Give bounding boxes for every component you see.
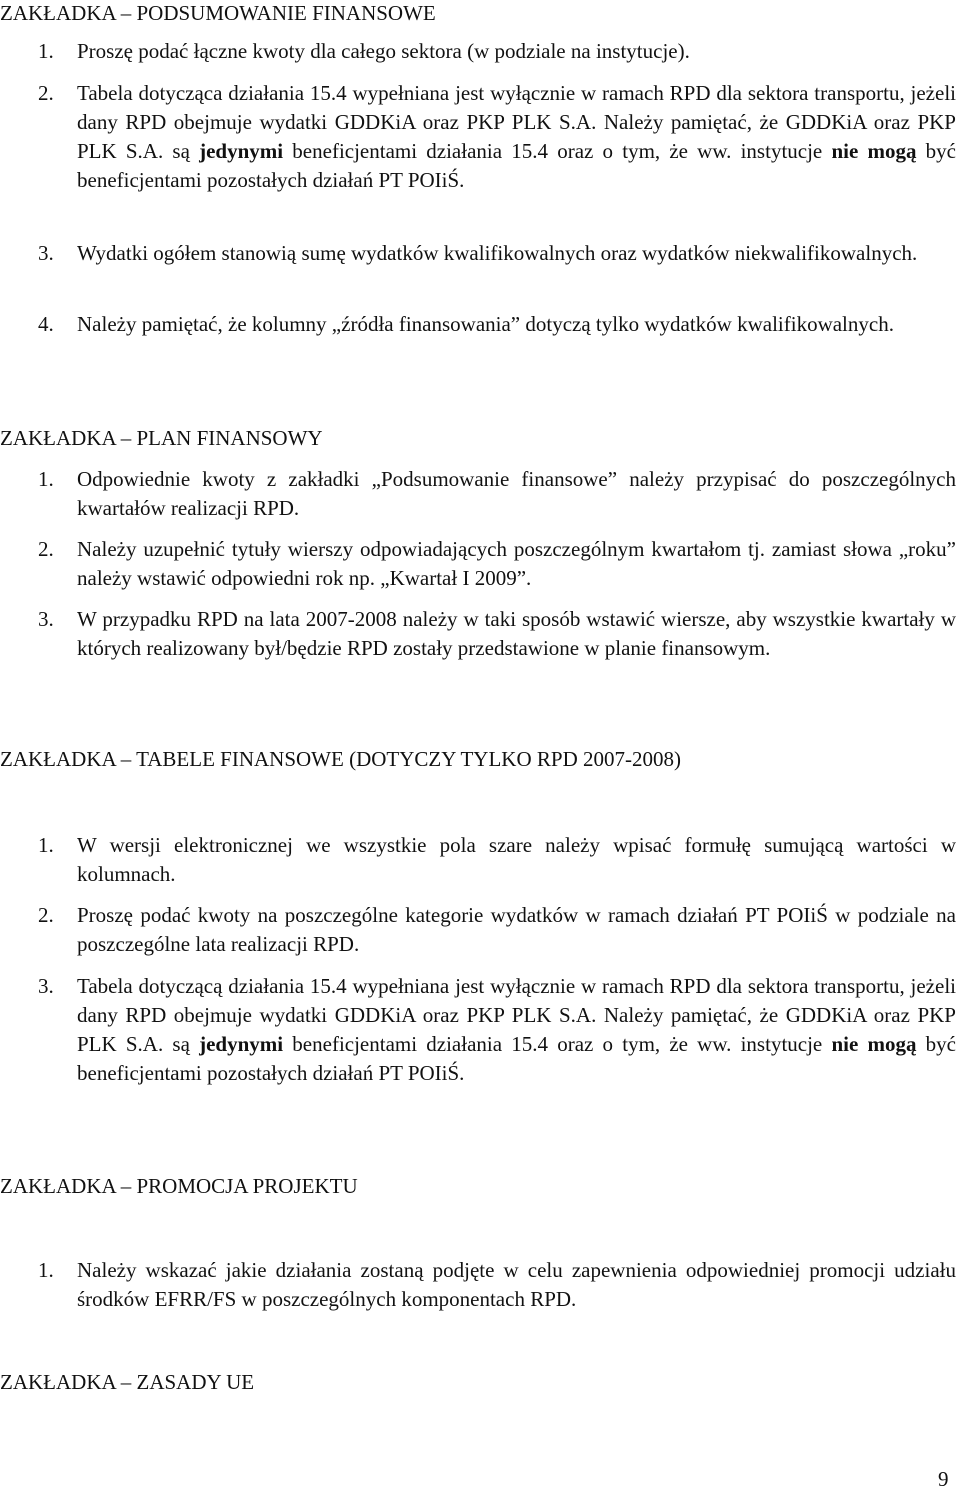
list-item <box>0 79 956 195</box>
item-number: 4. <box>38 312 54 336</box>
list-item <box>0 239 956 268</box>
list-item <box>0 535 956 593</box>
item-text: Proszę podać kwoty na poszczególne kategorie wydatków w ramach działań PT POIiŚ w podziale na poszczególne lata realizacji RPD. <box>77 903 956 956</box>
list-item <box>0 465 956 523</box>
item-number: 2. <box>38 81 54 105</box>
section-heading-promocja-projektu: ZAKŁADKA – PROMOCJA PROJEKTU <box>0 1174 358 1198</box>
emphasis-text: jedynymi <box>199 139 284 163</box>
section-heading-podsumowanie-finansowe: ZAKŁADKA – PODSUMOWANIE FINANSOWE <box>0 1 436 25</box>
item-text: W wersji elektronicznej we wszystkie pola szare należy wpisać formułę sumującą wartości w kolumnach. <box>77 833 956 886</box>
emphasis-text: jedynymi <box>199 1032 284 1056</box>
emphasis-text: nie mogą <box>831 139 917 163</box>
section-heading-tabele-finansowe: ZAKŁADKA – TABELE FINANSOWE (DOTYCZY TYLKO RPD 2007-2008) <box>0 747 681 771</box>
item-text: Należy pamiętać, że kolumny „źródła finansowania” dotyczą tylko wydatków kwalifikowalnych. <box>77 312 894 336</box>
item-text: W przypadku RPD na lata 2007-2008 należy w taki sposób wstawić wiersze, aby wszystkie kwartały w których realizowany był/będzie RPD zostały przedstawione w planie finansowym. <box>77 607 956 660</box>
item-text: Należy uzupełnić tytuły wierszy odpowiadających poszczególnym kwartałom tj. zamiast słowa „roku” należy wstawić odpowiedni rok np. „Kwartał I 2009”. <box>77 537 956 590</box>
section-heading-plan-finansowy: ZAKŁADKA – PLAN FINANSOWY <box>0 426 323 450</box>
list-item <box>0 831 956 889</box>
list-item <box>0 605 956 663</box>
item-number: 2. <box>38 903 54 927</box>
item-text: Odpowiednie kwoty z zakładki „Podsumowanie finansowe” należy przypisać do poszczególnych kwartałów realizacji RPD. <box>77 467 956 520</box>
item-number: 1. <box>38 467 54 491</box>
item-number: 3. <box>38 607 54 631</box>
section-heading-zasady-ue: ZAKŁADKA – ZASADY UE <box>0 1370 255 1394</box>
item-text: Należy wskazać jakie działania zostaną podjęte w celu zapewnienia odpowiedniej promocji udziału środków EFRR/FS w poszczególnych komponentach RPD. <box>77 1258 956 1311</box>
item-text: Proszę podać łączne kwoty dla całego sektora (w podziale na instytucje). <box>77 39 690 63</box>
emphasis-text: nie mogą <box>831 1032 917 1056</box>
item-text: Tabela dotyczącą działania 15.4 wypełniana jest wyłącznie w ramach RPD dla sektora transportu, jeżeli dany RPD obejmuje wydatki GDDKiA oraz PKP PLK S.A. Należy pamiętać, że GDDKiA oraz PKP PLK S.A. są jedynymi beneficjentami działania 15.4 oraz o tym, że ww. instytucje nie mogą być beneficjentami pozostałych działań PT POIiŚ. <box>77 974 957 1085</box>
page-number: 9 <box>938 1467 949 1491</box>
list-item <box>0 901 956 959</box>
item-text: Wydatki ogółem stanowią sumę wydatków kwalifikowalnych oraz wydatków niekwalifikowalnych. <box>77 241 918 265</box>
item-number: 1. <box>38 39 54 63</box>
item-number: 1. <box>38 833 54 857</box>
item-number: 3. <box>38 241 54 265</box>
item-number: 1. <box>38 1258 54 1282</box>
list-item <box>0 1256 956 1314</box>
item-text: Tabela dotycząca działania 15.4 wypełniana jest wyłącznie w ramach RPD dla sektora transportu, jeżeli dany RPD obejmuje wydatki GDDKiA oraz PKP PLK S.A. Należy pamiętać, że GDDKiA oraz PKP PLK S.A. są jedynymi beneficjentami działania 15.4 oraz o tym, że ww. instytucje nie mogą być beneficjentami pozostałych działań PT POIiŚ. <box>77 81 957 192</box>
item-number: 3. <box>38 974 54 998</box>
item-number: 2. <box>38 537 54 561</box>
list-item <box>0 37 956 66</box>
list-item <box>0 310 956 339</box>
list-item <box>0 972 956 1088</box>
